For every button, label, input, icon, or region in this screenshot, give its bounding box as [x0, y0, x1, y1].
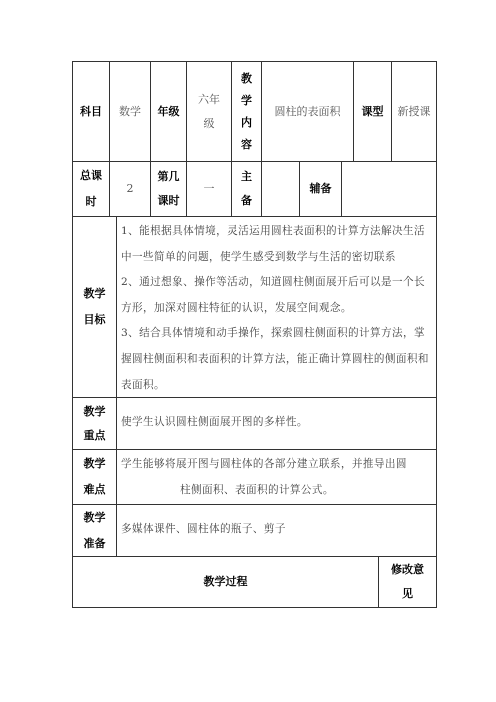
process-label: 教学过程: [203, 575, 248, 588]
key-point-text: 使学生认识圆柱侧面展开图的多样性。: [121, 416, 308, 428]
difficulty-text-line-2: 柱侧面积、表面积的计算公式。: [180, 484, 334, 496]
table-rule: [72, 449, 437, 450]
session-number-value: 一: [203, 182, 215, 195]
table-rule: [436, 61, 437, 608]
total-hours-label: 总课时: [80, 169, 102, 208]
grade-value: 六年级: [198, 92, 220, 130]
subject-value: 数学: [119, 104, 141, 118]
content-value: 圆柱的表面积: [274, 104, 341, 118]
total-hours-value: 2: [126, 182, 134, 195]
key-point-label: 教学重点: [83, 404, 106, 442]
table-rule: [72, 216, 437, 217]
preparation-label: 教学准备: [83, 510, 106, 550]
table-rule: [72, 607, 437, 608]
revision-label: 修改意见: [391, 563, 424, 600]
difficulty-label: 教学难点: [83, 457, 106, 496]
goals-label: 教学目标: [83, 287, 106, 326]
lead-preparer-value: [262, 162, 299, 216]
goal-item: 3、结合具体情境和动手操作，探索圆柱侧面积的计算方法，掌握圆柱侧面积和表面积的计算方法，能正确计算圆柱的侧面积和表面积。: [121, 327, 429, 391]
assistant-preparer-label: 辅备: [309, 182, 332, 195]
lead-preparer-label: 主备: [241, 170, 252, 207]
table-rule: [116, 216, 117, 557]
goal-item: 1、能根据具体情境，灵活运用圆柱表面积的计算方法解决生活中一些简单的问题，使学生感受到数学与生活的密切联系: [121, 225, 425, 263]
goal-item: 2、通过想象、操作等活动，知道圆柱侧面展开后可以是一个长方形，加深对圆柱特征的认识，发展空间观念。: [121, 276, 425, 314]
assistant-preparer-value: [342, 162, 436, 216]
goals-text: [121, 219, 432, 398]
type-value: 新授课: [397, 104, 431, 118]
difficulty-text-line-1: 学生能够将展开图与圆柱体的各部分建立联系，并推导出圆: [121, 458, 407, 470]
session-number-label: 第几课时: [157, 170, 180, 207]
content-label: 教学内容: [241, 71, 252, 151]
table-rule: [72, 504, 437, 505]
subject-label: 科目: [80, 104, 102, 118]
preparation-text: 多媒体课件、圆柱体的瓶子、剪子: [121, 523, 286, 535]
grade-label: 年级: [157, 104, 180, 118]
type-label: 课型: [361, 104, 384, 118]
